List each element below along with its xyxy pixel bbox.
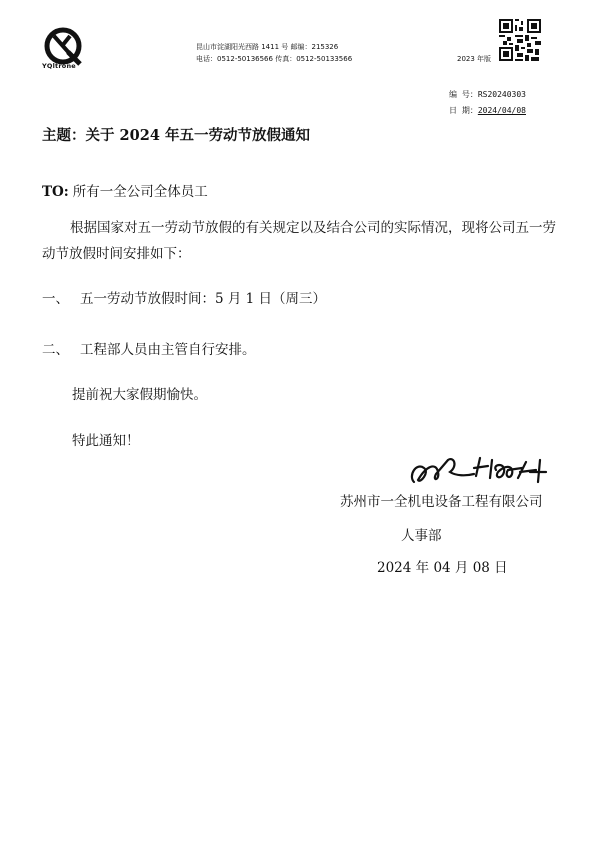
logo-text: YQltrone: [42, 62, 76, 70]
list-item-number: 二、: [42, 342, 69, 358]
list-item: [42, 338, 256, 358]
handwritten-signature: [396, 452, 561, 494]
recipient-text: 所有一全公司全体员工: [72, 184, 208, 200]
recipient-line: [42, 180, 208, 200]
list-item-text: 工程部人员由主管自行安排。: [80, 342, 256, 358]
signature-department: 人事部: [401, 528, 442, 544]
qr-code-icon: [499, 19, 541, 61]
intro-paragraph: 根据国家对五一劳动节放假的有关规定以及结合公司的实际情况，现将公司五一劳动节放假时间安排如下：: [42, 220, 556, 262]
header-address: 昆山市淀湖阳光西路 1411 号 邮编：215326: [196, 43, 339, 51]
header-edition: 2023 年版: [457, 55, 492, 63]
closing-line: 特此通知！: [72, 433, 140, 449]
document-number-label: 编 号：: [449, 90, 478, 99]
document-number: [449, 89, 526, 100]
notice-subject: 主题：关于 2024 年五一劳动节放假通知: [42, 127, 310, 144]
list-item-number: 一、: [42, 291, 69, 307]
header-phone: 电话：0512-50136566 传真：0512-50133566: [196, 55, 353, 63]
list-item-text: 五一劳动节放假时间：5 月 1 日（周三）: [80, 291, 327, 307]
signature-date: 2024 年 04 月 08 日: [377, 560, 508, 576]
document-number-value: RS20240303: [477, 90, 526, 99]
signature-company: 苏州市一全机电设备工程有限公司: [340, 494, 543, 510]
recipient-label: TO:: [42, 184, 69, 200]
list-item: [42, 287, 326, 307]
document-date-label: 日 期：: [449, 106, 478, 115]
document-date: [449, 105, 526, 116]
holiday-wish: 提前祝大家假期愉快。: [72, 387, 207, 403]
document-date-value: 2024/04/08: [477, 106, 526, 115]
